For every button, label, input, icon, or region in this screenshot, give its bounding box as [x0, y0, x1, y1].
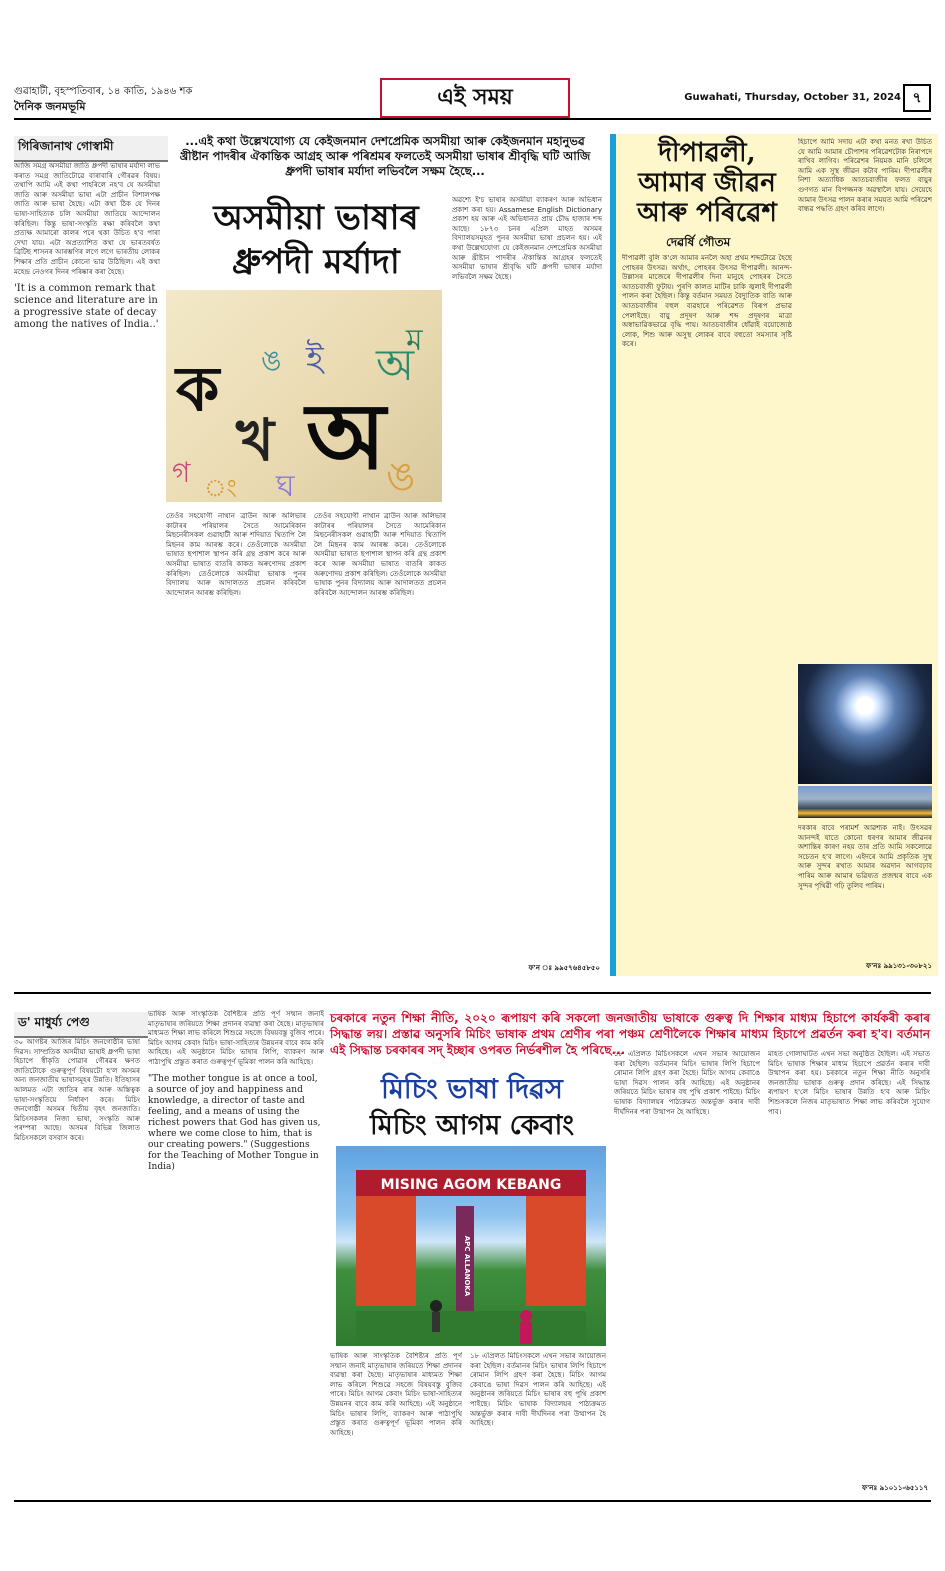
article3-col1: ৩০ আগষ্টৰ আজিৰ মিচিং জনগোষ্ঠীৰ ভাষা দিৱস। সাম্প্ৰতিক অসমীয়া ভাষাই ধ্ৰুপদী ভাষা হিচাপে স্বীকৃতি পোৱাৰ গৌৰৱৰ ক্ষণত জাতিটোকে গুৰুত্বপূৰ্ণ বিষয়টো হ'ল অসমৰ অন্য জনজাতীয় ভাষাসমূহৰ উন্নতি। ইতিহাসৰ আলমত এটা জাতিৰ ৰাৰ আৰু অস্তিত্বক ভাষা-সংস্কৃতিয়ে নিৰ্ধাৰণ কৰে। মিচিং জনগোষ্ঠী অসমৰ দ্বিতীয় বৃহৎ জনজাতি। মিচিংসকলৰ নিজা ভাষা, সংস্কৃতি আৰু পৰম্পৰা আছে। অসমৰ বিভিন্ন জিলাত মিচিংসকলে বসবাস কৰে। [14, 1038, 140, 1142]
section-title: এই সময় [380, 78, 570, 118]
svg-text:অ: অ [376, 340, 415, 391]
svg-text:অ: অ [306, 383, 386, 490]
article1-col2b: তেওঁৰ সহযোগী নাথান ব্ৰাউন আৰু অলিভাৰ কাটাৰৰ পৰিয়ালৰ সৈতে আমেৰিকান মিছনেৰীসকল গুৱাহাটী আৰু শদিয়াত থিতাপি লৈ মিছনৰ কাম আৰম্ভ কৰে। তেওঁলোকে অসমীয়া ভাষাত ছপাশাল স্থাপন কৰি গ্ৰন্থ প্ৰকাশ কৰে আৰু অসমীয়া ভাষাত বাতৰি কাকত অৰুণোদয় প্ৰকাশ কৰিছিল। তেওঁলোকে অসমীয়া ভাষাক পুনৰ বিদ্যালয় আৰু আদালতত প্ৰচলন কৰিবলৈ আন্দোলন আৰম্ভ কৰিছিল। [314, 512, 446, 597]
article1-lead: ...এই কথা উল্লেখযোগ্য যে কেইজনমান দেশপ্ৰেমিক অসমীয়া আৰু কেইজনমান মহানুভৱ খ্ৰীষ্টান পাদৰীৰ ঐকান্তিক আগ্ৰহ আৰু পৰিশ্ৰমৰ ফলতেই অসমীয়া ভাষাৰ শ্ৰীবৃদ্ধি ঘটি আজি ধ্ৰুপদী ভাষাৰ মৰ্যাদা লভিবলৈ সক্ষম হৈছে... [179, 134, 591, 178]
photo-sign-text: MISING AGOM KEBANG [380, 1177, 562, 1193]
photo-pillar-text: APC ALLANOKA [463, 1235, 471, 1297]
article1-headline-line2: ধ্ৰুপদী মৰ্যাদা [232, 242, 400, 282]
article3-headline-line1: মিচিং ভাষা দিৱস [381, 1074, 563, 1105]
section-rule [14, 992, 931, 994]
article2-sidebar [610, 134, 938, 976]
article2-headline [622, 138, 792, 228]
header-rule [14, 118, 931, 120]
article3-headline [340, 1072, 604, 1144]
article3-phone: ফ'নঃ ৯১০১১-৬৫১১৭ [862, 1484, 928, 1492]
article2-headline-line3: আৰু পৰিৱেশ [637, 198, 777, 228]
article3-red-deck: চৰকাৰে নতুন শিক্ষা নীতি, ২০২০ ৰূপায়ণ কৰি সকলো জনজাতীয় ভাষাকে গুৰুত্ব দি শিক্ষাৰ মাধ্যম হিচাপে কাৰ্যকৰী কৰাৰ সিদ্ধান্ত লয়। প্ৰস্তাৱ অনুসৰি মিচিং ভাষাক প্ৰথম শ্ৰেণীৰ পৰা পঞ্চম শ্ৰেণীলৈকে শিক্ষাৰ মাধ্যম হিচাপে প্ৰৱৰ্তন কৰা হ'ব। বৰ্তমান এই সিদ্ধান্ত চৰকাৰৰ সদ্ ইচ্ছাৰ ওপৰত নিৰ্ভৰশীল হৈ পৰিছে... [330, 1011, 930, 1057]
article1-author: গিৰিজানাথ গোস্বামী [14, 136, 168, 162]
fireworks-photo [798, 664, 932, 784]
article3-col3: ১৮ এপ্ৰিলত মিচিংসকলে এখন সভাৰ আয়োজন কৰা হৈছিল। বৰ্তমানৰ মিচিং ভাষাৰ লিপি হিচাপে ৰোমান লিপি গ্ৰহণ কৰা হৈছে। মিচিং আগম কেবাঙে ভাষা দিৱস পালন কৰি আহিছে। এই অনুষ্ঠানৰ জৰিয়তে মিচিং ভাষাৰ বহু পুথি প্ৰকাশ পাইছে। মিচিং ভাষাক বিদ্যালয়ৰ পাঠ্যক্ৰমত অন্তৰ্ভুক্ত কৰাৰ দাবী দীৰ্ঘদিনৰ পৰা উত্থাপন হৈ আহিছে। [614, 1050, 760, 1116]
article3-body-col2: ভাষিক আৰু সাংস্কৃতিক বৈশিষ্ট্যৰ প্ৰতি পূৰ্ণ সন্মান জনাই মাতৃভাষাৰ জৰিয়তে শিক্ষা প্ৰদানৰ ব্যৱস্থা কৰা হৈছে। মাতৃভাষাৰ মাধ্যমত শিক্ষা লাভ কৰিলে শিশুৱে সহজে বিষয়বস্তু বুজিব পাৰে। মিচিং আগম কেবাং মিচিং ভাষা-সাহিত্যৰ উন্নয়নৰ বাবে কাম কৰি আহিছে। এই অনুষ্ঠানে মিচিং ভাষাৰ লিপি, ব্যাকৰণ আৰু পাঠ্যপুথি প্ৰস্তুত কৰাত গুৰুত্বপূৰ্ণ ভূমিকা পালন কৰি আহিছে। [148, 1010, 324, 1066]
header-dateline-right: Guwahati, Thursday, October 31, 2024 [684, 92, 901, 103]
footer-rule [14, 1500, 931, 1502]
article1-col3: অৱশ্যে ই'চ ভাষাৰ অসমীয়া ব্যাকৰণ আৰু অভিধান প্ৰকাশ কৰা হয়। Assamese English Dictionary প্ৰকাশ হয় আৰু এই অভিধানত প্ৰায় চৌদ্ধ হাজাৰ শব্দ আছে। ১৮৭৩ চনৰ এপ্ৰিল মাহত অসমৰ বিদ্যালয়সমূহত পুনৰ অসমীয়া ভাষা প্ৰচলন হয়। এই কথা উল্লেখযোগ্য যে কেইজনমান দেশপ্ৰেমিক অসমীয়া আৰু খ্ৰীষ্টান পাদৰীৰ ঐকান্তিক আগ্ৰহৰ ফলতেই অসমীয়া ভাষাৰ শ্ৰীবৃদ্ধি ঘটি ধ্ৰুপদী ভাষাৰ মৰ্যাদা লভিবলৈ সক্ষম হৈছে। [452, 196, 602, 281]
article2-headline-line1: দীপাৱলী, [658, 138, 756, 168]
article3-headline-line2: মিচিং আগম কেবাং [370, 1110, 574, 1141]
article2-body-right-bottom: দৰকাৰ বাবে পৰামৰ্শ আৱশ্যক নাই। উৎসৱৰ আনন্দই যাতে কোনো ধৰণৰ আমাৰ জীৱনৰ অশান্তিৰ কাৰণ নহয় তাৰ প্ৰতি আমি সকলোৱে সচেতন হ'ব লাগে। এইদৰে আমি প্ৰকৃতিক সুস্থ আৰু সুন্দৰ ৰখাত আমাৰ অৱদান আগবঢ়াব পাৰিম আৰু আমাৰ ভৱিষ্যত প্ৰজন্মৰ বাবে এক সুন্দৰ পৃথিৱী গঢ়ি তুলিব পাৰিম। [798, 824, 932, 890]
article3-col4: মাহত গোলাঘাটত এখন সভা অনুষ্ঠিত হৈছিল। এই সভাত মিচিং ভাষাক শিক্ষাৰ মাধ্যম হিচাপে প্ৰৱৰ্তন কৰাৰ দাবী উত্থাপন কৰা হয়। চৰকাৰে নতুন শিক্ষা নীতি অনুসৰি জনজাতীয় ভাষাক গুৰুত্ব প্ৰদান কৰিছে। এই সিদ্ধান্ত ৰূপায়ণ হ'লে মিচিং ভাষাৰ উন্নতি হ'ব আৰু মিচিং শিশুসকলে নিজৰ মাতৃভাষাত শিক্ষা লাভ কৰিবলৈ সুযোগ পাব। [768, 1050, 930, 1116]
svg-text:ঘ: ঘ [276, 469, 295, 502]
svg-text:ং: ং [204, 474, 237, 502]
header-dateline-left [14, 84, 192, 114]
article3-quote: "The mother tongue is at once a tool, a source of joy and happiness and knowledge, a director of taste and feeling, and a means of using the richest powers that God has given us, where we come close to him, that is our creating powers." (Suggestions for the Teaching of Mother Tongue in India) [148, 1073, 321, 1172]
article2-body-right: হিচাপে আমি সদায় এটা কথা মনত ৰখা উচিত যে আমি আমাৰ চৌপাশৰ পৰিৱেশটোক নিৰাপদে ৰাখিব লাগিব। পৰিৱেশৰ নিয়মক মানি চলিলে আমি এক সুস্থ জীৱন কটাব পাৰিম। দীপাৱলীৰ নিশা অত্যাধিক আতচবাজীৰ ফলত বায়ুৰ গুণগত মান বিপজ্জনক অৱস্থালৈ যায়। সেয়েহে আমাৰ উৎসৱ পালন কৰাৰ সময়ত আমি পৰিৱেশ বান্ধৱ পদ্ধতি গ্ৰহণ কৰিব লাগে। [798, 138, 932, 214]
article1-headline-line1: অসমীয়া ভাষাৰ [213, 198, 419, 238]
article3-col2 [148, 1010, 324, 1490]
event-photo [336, 1146, 606, 1346]
article1-body-col1: আজি সমগ্ৰ অসমীয়া জাতি ধ্ৰুপদী ভাষাৰ মৰ্যাদা লাভ কৰাত সমগ্ৰ জাতিটোৱে বাৰাবাৰি গৌৰৱৰ বিষয়। তথাপি আমি এই কথা পাহৰিলে নহ'ব যে অসমীয়া জাতি আৰু অসমীয়া ভাষা এটা প্ৰাচীন বিশালপক্ষ জাতি আৰু ভাষা হৈছে। এটা কথা ঠিক যে দিনৰ ভাষা-সাহিত্যক চলি অসমীয়া জাতিয়ে আন্দোলন কৰিছিল। কিন্তু ভাষা-সংস্কৃতি ৰক্ষা কৰিবলৈ কথা প্ৰত্যক্ষ আমাৰো কালৰ পৰে থকা উচিত হ'ব পাৰা দেখা যায়। এটা অপ্ৰত্যাশিত কথা যে ভাৰতবৰ্ষত ব্ৰিটিছ শাসনৰ আৰম্ভণিৰ লগে লগে ভাৰতীয় লোকৰ শিক্ষাৰ প্ৰতি প্ৰাচীন কোনো ভাৱ উঠিছিল। এই কথা মহেন্দ্ৰ নেওগৰ দিনৰ পৰিষ্কাৰ কৰা হৈছে। [14, 162, 160, 276]
article1-col1 [14, 162, 160, 972]
article1-headline [166, 196, 466, 284]
article1-phone: ফ'ন ঃ ৯৯৫৭৬৪৫৮৫০ [528, 964, 600, 972]
svg-text:ঙ: ঙ [261, 344, 282, 377]
article1-illustration [166, 290, 442, 502]
svg-text:গ: গ [172, 456, 191, 489]
page-number: ৭ [903, 84, 931, 112]
svg-text:ঙ: ঙ [386, 454, 416, 500]
article3-author: ড' মাধুৰ্য্য পেগু [14, 1012, 148, 1038]
article2-author: দেৱৰ্ষি গৌতম [666, 235, 731, 249]
article3-col2c: ১৮ এপ্ৰিলত মিচিংসকলে এখন সভাৰ আয়োজন কৰা হৈছিল। বৰ্তমানৰ মিচিং ভাষাৰ লিপি হিচাপে ৰোমান লিপি গ্ৰহণ কৰা হৈছে। মিচিং আগম কেবাঙে ভাষা দিৱস পালন কৰি আহিছে। এই অনুষ্ঠানৰ জৰিয়তে মিচিং ভাষাৰ বহু পুথি প্ৰকাশ পাইছে। মিচিং ভাষাক বিদ্যালয়ৰ পাঠ্যক্ৰমত অন্তৰ্ভুক্ত কৰাৰ দাবী দীৰ্ঘদিনৰ পৰা উত্থাপন হৈ আহিছে। [470, 1352, 606, 1428]
svg-text:ই: ই [306, 339, 324, 379]
article2-headline-line2: আমাৰ জীৱন [638, 168, 776, 198]
event-gate-image [336, 1146, 606, 1346]
assamese-letters-image [166, 290, 442, 502]
svg-text:ম: ম [406, 323, 423, 358]
paper-name: দৈনিক জনমভূমি [14, 100, 86, 113]
article3-col2b: ভাষিক আৰু সাংস্কৃতিক বৈশিষ্ট্যৰ প্ৰতি পূৰ্ণ সন্মান জনাই মাতৃভাষাৰ জৰিয়তে শিক্ষা প্ৰদানৰ ব্যৱস্থা কৰা হৈছে। মাতৃভাষাৰ মাধ্যমত শিক্ষা লাভ কৰিলে শিশুৱে সহজে বিষয়বস্তু বুজিব পাৰে। মিচিং আগম কেবাং মিচিং ভাষা-সাহিত্যৰ উন্নয়নৰ বাবে কাম কৰি আহিছে। এই অনুষ্ঠানে মিচিং ভাষাৰ লিপি, ব্যাকৰণ আৰু পাঠ্যপুথি প্ৰস্তুত কৰাত গুৰুত্বপূৰ্ণ ভূমিকা পালন কৰি আহিছে। [330, 1352, 462, 1437]
article2-phone: ফ'নঃ ৯৯১৩১-৩০৮২১ [866, 962, 932, 970]
svg-text:খ: খ [236, 406, 275, 474]
city-photo [798, 786, 932, 818]
article2-body-left: দীপাৱলী বুলি ক'লে আমাৰ মনলৈ অহা প্ৰথম শব্দটোৱে হৈছে পোহৰৰ উৎসৱ। অৰ্থাৎ, পোহৰৰ উৎসৱ দীপাৱলী। আনন্দ-উল্লাসৰ মাজেৰে দীপাৱলীৰ দিনা মানুহে পোহৰৰ সৈতে আতচবাজী ফুটায়। পুৰণি কালত মাটিৰ চাকি জ্বলাই দীপাৱলী পালন কৰা হৈছিল। কিন্তু বৰ্তমান সময়ত বৈদ্যুতিক বাতি আৰু আতচবাজীৰ বহুল ব্যৱহাৰে পৰিৱেশত বিৰূপ প্ৰভাৱ পেলাইছে। বায়ু প্ৰদূষণ আৰু শব্দ প্ৰদূষণৰ মাত্ৰা অস্বাভাৱিকভাৱে বৃদ্ধি পায়। আতচবাজীৰ ধোঁৱাই বয়োজ্যেষ্ঠ লোক, শিশু আৰু অসুস্থ লোকৰ বাবে বহুতো সমস্যাৰ সৃষ্টি কৰে। [622, 254, 792, 349]
dateline: গুৱাহাটী, বৃহস্পতিবাৰ, ১৪ কাতি, ১৯৪৬ শক [14, 86, 193, 97]
article1-col2a: তেওঁৰ সহযোগী নাথান ব্ৰাউন আৰু অলিভাৰ কাটাৰৰ পৰিয়ালৰ সৈতে আমেৰিকান মিছনেৰীসকল গুৱাহাটী আৰু শদিয়াত থিতাপি লৈ মিছনৰ কাম আৰম্ভ কৰে। তেওঁলোকে অসমীয়া ভাষাত ছপাশাল স্থাপন কৰি গ্ৰন্থ প্ৰকাশ কৰে আৰু অসমীয়া ভাষাত বাতৰি কাকত অৰুণোদয় প্ৰকাশ কৰিছিল। তেওঁলোকে অসমীয়া ভাষাক পুনৰ বিদ্যালয় আৰু আদালতত প্ৰচলন কৰিবলৈ আন্দোলন আৰম্ভ কৰিছিল। [166, 512, 306, 597]
article1-quote: 'It is a common remark that science and literature are in a progressive state of decay among the natives of India..' [14, 283, 159, 331]
svg-text:ক: ক [176, 352, 220, 425]
